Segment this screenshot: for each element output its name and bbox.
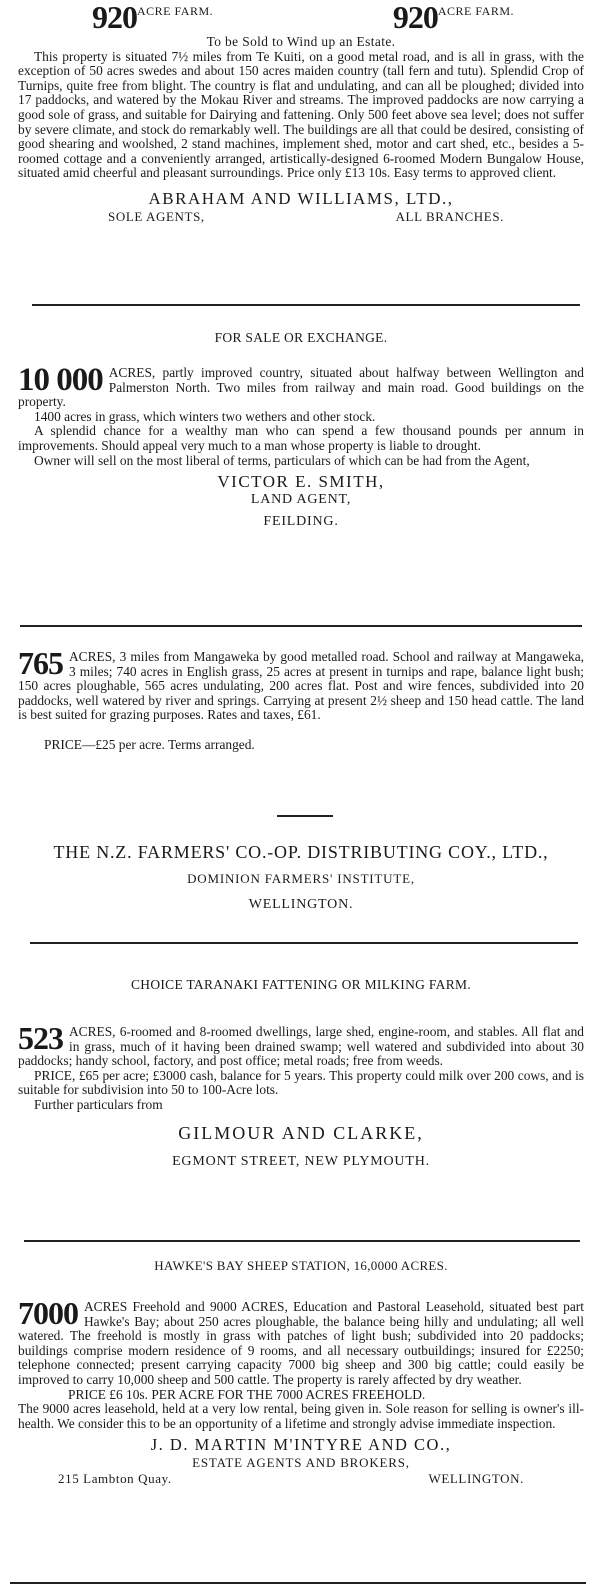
- divider-rule-2: [20, 625, 582, 627]
- ad1-heading-left: [92, 2, 213, 33]
- ad2-agent-town: FEILDING.: [263, 514, 339, 530]
- ad4-institute: DOMINION FARMERS' INSTITUTE,: [187, 871, 415, 886]
- ad-hawkes-bay-sheep-station: [18, 1258, 584, 1487]
- ad3-acreage-number: 765: [18, 645, 63, 681]
- ad1-heading-label-left: ACRE FARM.: [137, 4, 214, 18]
- ad2-lead-text: ACRES, partly improved country, situated about halfway between Wellington and Palmerston North. Two miles from railway and main road. Good buildings on the property.: [18, 365, 584, 410]
- ad-765-acres: [18, 645, 584, 753]
- ad6-lead-text: ACRES Freehold and 9000 ACRES, Education and Pastoral Leasehold, situated best part Hawke's Bay; about 250 acres ploughable, the balance being hilly and undulating; all well watered. The freehold is mostly in grass with patches of light bush; subdivided into 20 paddocks; buildings comprise modern residence of 9 rooms, and all necessary outbuildings; insured for £2250; telephone connected; present carrying capacity 7000 big sheep and 300 big cattle; could easily be improved to carry 10,000 sheep and 500 cattle. The property is rarely affected by dry weather.: [18, 1299, 584, 1387]
- ad4-town: WELLINGTON.: [248, 897, 354, 912]
- divider-rule-4: [24, 1240, 580, 1242]
- ad6-town: WELLINGTON.: [428, 1471, 524, 1487]
- ad2-title: FOR SALE OR EXCHANGE.: [214, 330, 388, 345]
- divider-rule-1: [32, 304, 580, 306]
- ad1-heading-label-right: ACRE FARM.: [437, 4, 514, 18]
- ad-choice-taranaki-farm: [18, 977, 584, 1170]
- ad6-agent-address: [18, 1471, 584, 1487]
- ad1-heading-number-right: 920: [392, 0, 438, 35]
- ad1-subtitle: To be Sold to Wind up an Estate.: [206, 34, 396, 49]
- ad1-all-branches: ALL BRANCHES.: [395, 208, 504, 224]
- ad5-agent-address: EGMONT STREET, NEW PLYMOUTH.: [172, 1153, 430, 1169]
- ad5-acreage-number: 523: [18, 1020, 63, 1056]
- short-divider-rule: [277, 815, 333, 817]
- ad2-agent-name: VICTOR E. SMITH,: [217, 472, 385, 492]
- ad6-agent-name: J. D. MARTIN M'INTYRE AND CO.,: [150, 1435, 452, 1455]
- ad1-heading-number-left: 920: [92, 0, 137, 35]
- ad5-price-paragraph: PRICE, £65 per acre; £3000 cash, balance for 5 years. This property could milk over 200 cows, and is suitable for subdivision into 50 to 100-Acre lots.: [18, 1067, 584, 1098]
- ad5-agent-name: GILMOUR AND CLARKE,: [178, 1122, 424, 1143]
- ad6-price: PRICE £6 10s. PER ACRE FOR THE 7000 ACRES FREEHOLD.: [68, 1386, 426, 1402]
- bottom-rule: [10, 1582, 586, 1584]
- ad-920-acre-farm: [18, 2, 584, 225]
- ad5-lead-paragraph: [18, 1020, 584, 1069]
- ad2-grass-paragraph: 1400 acres in grass, which winters two wethers and other stock.: [34, 408, 376, 424]
- ad6-acreage-number: 7000: [18, 1295, 78, 1331]
- ad3-price: PRICE—£25 per acre. Terms arranged.: [44, 736, 255, 752]
- ad5-further-particulars: Further particulars from: [34, 1096, 163, 1112]
- ad2-chance-paragraph: A splendid chance for a wealthy man who can spend a few thousand pounds per annum in improvements. Should appeal very much to a man whose property is liable to drought.: [18, 423, 584, 453]
- ad6-street-address: 215 Lambton Quay.: [58, 1471, 172, 1487]
- ad2-lead-paragraph: [18, 362, 584, 410]
- ad6-title: HAWKE'S BAY SHEEP STATION, 16,0000 ACRES.: [154, 1258, 448, 1273]
- ad1-agent-details: [18, 209, 584, 225]
- ad6-lead-paragraph: [18, 1295, 584, 1388]
- ad4-company-name: THE N.Z. FARMERS' CO.-OP. DISTRIBUTING COY., LTD.,: [53, 842, 549, 862]
- ad1-sole-agents: SOLE AGENTS,: [108, 208, 205, 224]
- divider-rule-3: [30, 942, 578, 944]
- ad6-agent-title: ESTATE AGENTS AND BROKERS,: [192, 1455, 410, 1471]
- ad3-lead-paragraph: [18, 645, 584, 723]
- ad-for-sale-or-exchange: [18, 330, 584, 530]
- ad5-title: CHOICE TARANAKI FATTENING OR MILKING FARM.: [130, 977, 471, 992]
- ad-nz-farmers-coop: [18, 842, 584, 913]
- ad3-lead-text: ACRES, 3 miles from Mangaweka by good metalled road. School and railway at Mangaweka, 3 miles; 740 acres in English grass, 25 acres at present in turnips and rape, balance light bush; 150 acres ploughable, 565 acres undulating, 200 acres flat. Post and wire fences, subdivided into 20 paddocks, well watered by river and springs. Carrying at present 2½ sheep and 150 head cattle. The land is best suited for grazing purposes. Rates and taxes, £61.: [18, 649, 584, 723]
- ad1-body: This property is situated 7½ miles from Te Kuiti, on a good metal road, and is all in grass, with the exception of 50 acres swedes and about 150 acres maiden country (tall fern and tutu). Splendid Crop of Turnips, quite free from blight. The country is flat and undulating, and can all be ploughed; divided into 17 paddocks, and watered by the Mokau River and streams. The improved paddocks are now carrying a good sole of grass, and suitable for Dairying and fattening. Only 500 feet above sea level; does not suffer by severe climate, and stock do remarkably well. The buildings are all that could be desired, consisting of good shearing and woolshed, 2 stand machines, implement shed, motor and cart shed, etc., besides a 5-roomed cottage and a conveniently arranged, artistically-designed 6-roomed Modern Bungalow House, situated amid cheerful and pleasant surroundings. Price only £13 10s. Easy terms to approved client.: [18, 48, 584, 181]
- ad1-agent-name: ABRAHAM AND WILLIAMS, LTD.,: [148, 188, 454, 208]
- ad6-leasehold-paragraph: The 9000 acres leasehold, held at a very low rental, being given in. Sole reason for selling is owner's ill-health. We consider this to be an opportunity of a lifetime and strongly advise immediate inspection.: [18, 1401, 584, 1431]
- ad2-acreage-number: 10 000: [18, 362, 103, 398]
- ad2-terms-paragraph: Owner will sell on the most liberal of terms, particulars of which can be had from the Agent,: [34, 452, 530, 468]
- ad1-heading-right: [393, 2, 514, 33]
- ad1-heading-row: [18, 2, 584, 33]
- ad2-agent-title: LAND AGENT,: [250, 492, 352, 508]
- ad5-lead-text: ACRES, 6-roomed and 8-roomed dwellings, large shed, engine-room, and stables. All flat and in grass, much of it having been drained swamp; well watered and subdivided into about 30 paddocks; handy school, factory, and post office; metal roads; free from weeds.: [18, 1024, 584, 1069]
